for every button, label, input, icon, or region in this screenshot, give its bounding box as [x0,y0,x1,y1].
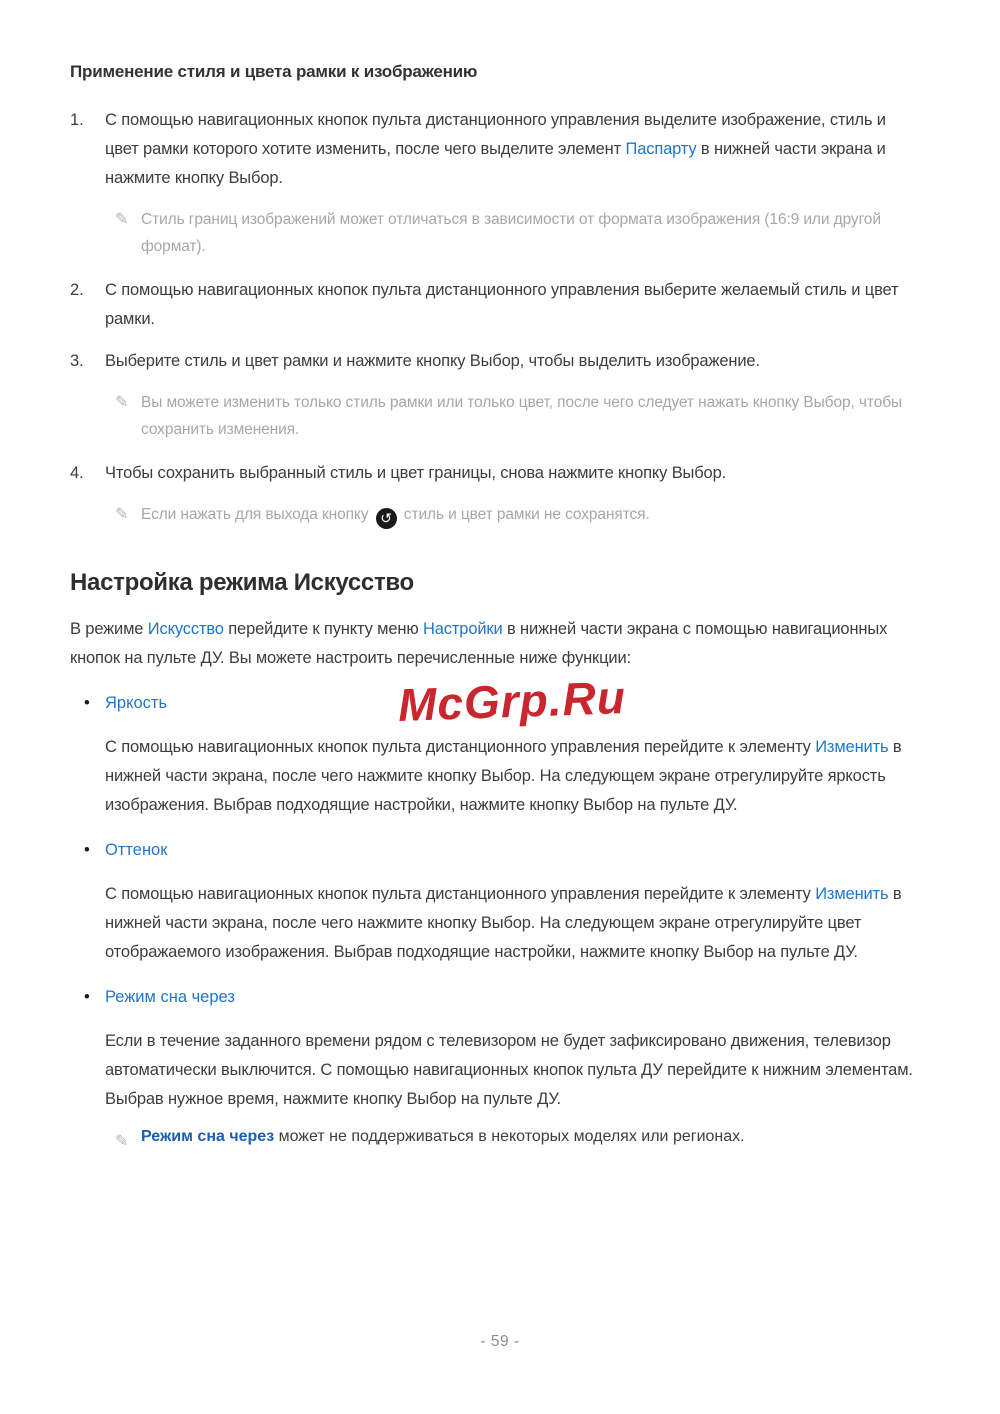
link-settings[interactable]: Настройки [423,620,503,638]
bullet-label-sleep-after[interactable]: Режим сна через [105,988,235,1006]
step-text-part: С помощью навигационных кнопок пульта дистанционного управления выделите изображение, стиль и цвет рамки которого хотите изменить, после чего выделите элемент [105,111,886,158]
link-change[interactable]: Изменить [815,885,889,903]
bullet-icon: • [84,841,90,859]
pencil-note-icon: ✎ [115,506,129,523]
numbered-step-3 [70,347,920,376]
numbered-step-1 [70,106,920,193]
watermark-text: McGrp.Ru [397,671,627,731]
step-number: 4. [70,464,84,482]
step-text: Чтобы сохранить выбранный стиль и цвет границы, снова нажмите кнопку Выбор. [105,464,727,482]
note-text-part: стиль и цвет рамки не сохранятся. [399,506,650,523]
pencil-note-icon: ✎ [115,211,129,228]
bullet-text-part: С помощью навигационных кнопок пульта дистанционного управления перейдите к элементу [105,738,816,756]
pencil-note-icon: ✎ [115,394,129,411]
bullet-label-tint[interactable]: Оттенок [105,841,168,859]
bullet-text-part: в нижней части экрана, после чего нажмите кнопку Выбор. На следующем экране отрегулируйте яркость изображения. Выбрав подходящие настройки, нажмите кнопку Выбор на пульте ДУ. [105,738,902,814]
link-passepartout[interactable]: Паспарту [625,140,697,158]
section2-title: Настройка режима Искусство [70,569,414,596]
bullet-item-sleep-after [70,983,920,1012]
step-text: С помощью навигационных кнопок пульта дистанционного управления выберите желаемый стиль и цвет рамки. [105,281,899,328]
step-text-part: в нижней части экрана и нажмите кнопку Выбор. [105,140,886,187]
note-text-part: может не поддерживаться в некоторых моделях или регионах. [274,1128,745,1145]
bullet-icon: • [84,988,90,1006]
numbered-step-4 [70,459,920,488]
step-number: 1. [70,111,84,129]
note-text [141,501,650,529]
pencil-note-icon: ✎ [115,1133,129,1150]
bullet-text-part: в нижней части экрана, после чего нажмите кнопку Выбор. На следующем экране отрегулируйте цвет отображаемого изображения. Выбрав подходящие настройки, нажмите кнопку Выбор на пульте ДУ. [105,885,902,961]
note-step-3 [115,389,920,443]
bullet-text-brightness [105,733,920,820]
bullet-item-tint [70,836,920,865]
bullet-label-brightness[interactable]: Яркость [105,694,168,712]
page-number: - 59 - [480,1333,520,1350]
link-change[interactable]: Изменить [815,738,889,756]
bullet-text-part: С помощью навигационных кнопок пульта дистанционного управления перейдите к элементу [105,885,816,903]
note-step-1 [115,206,920,260]
bullet-text-tint [105,880,920,967]
link-art-mode[interactable]: Искусство [147,620,224,638]
bullet-item-brightness [70,689,920,718]
link-sleep-after[interactable]: Режим сна через [141,1128,275,1145]
note-step-4 [115,501,920,529]
note-sleep-after [115,1128,920,1155]
intro-text-part: В режиме [70,620,148,638]
section1-title: Применение стиля и цвета рамки к изображению [70,62,478,81]
intro-text-part: в нижней части экрана с помощью навигационных кнопок на пульте ДУ. Вы можете настроить перечисленные ниже функции: [70,620,888,667]
intro-text-part: перейдите к пункту меню [223,620,423,638]
note-text-part: Если нажать для выхода кнопку [141,506,373,523]
numbered-step-2 [70,276,920,334]
note-text: Вы можете изменить только стиль рамки или только цвет, после чего следует нажать кнопку Выбор, чтобы сохранить изменения. [141,394,903,438]
step-number: 3. [70,352,84,370]
return-button-icon: ↺ [376,508,397,529]
step-text [105,106,920,193]
note-text [141,1128,745,1155]
bullet-text-sleep-after: Если в течение заданного времени рядом с телевизором не будет зафиксировано движения, телевизор автоматически выключится. С помощью навигационных кнопок пульта ДУ перейдите к нижним элементам. Выбрав нужное время, нажмите кнопку Выбор на пульте ДУ. [105,1032,913,1108]
step-text: Выберите стиль и цвет рамки и нажмите кнопку Выбор, чтобы выделить изображение. [105,352,760,370]
bullet-icon: • [84,694,90,712]
step-number: 2. [70,281,84,299]
section2-intro [70,615,920,673]
note-text: Стиль границ изображений может отличаться в зависимости от формата изображения (16:9 или другой формат). [141,211,881,255]
